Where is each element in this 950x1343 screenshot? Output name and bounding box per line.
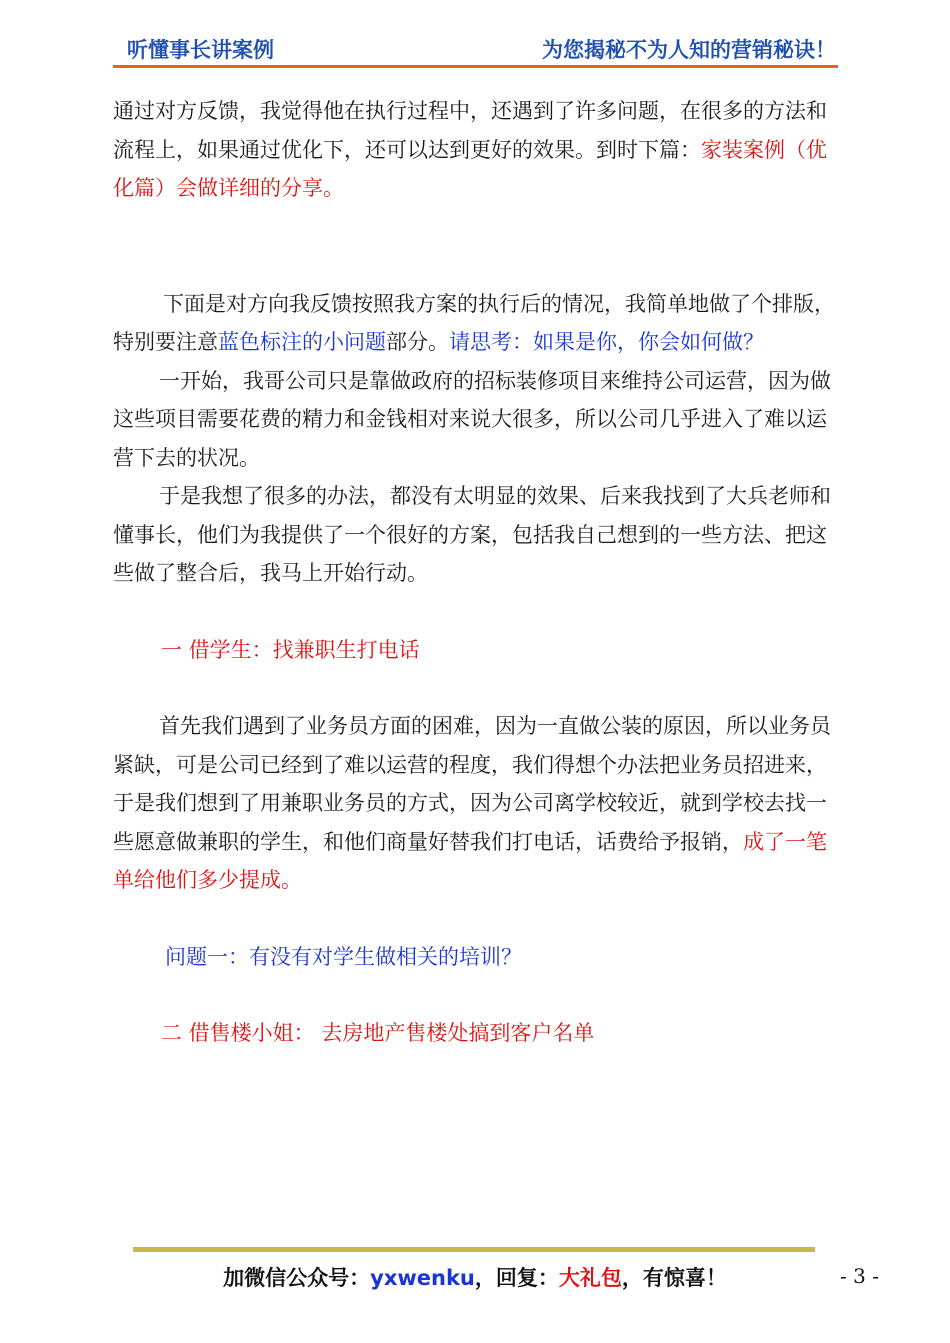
paragraph-students-highlight: 成了一笔单给他们多少提成。: [113, 829, 827, 892]
paragraph-solution: 于是我想了很多的办法，都没有太明显的效果、后来我找到了大兵老师和懂事长，他们为我提供了一个很好的方案，包括我自己想到的一些方法、把这些做了整合后，我马上开始行动。: [113, 484, 831, 585]
section-heading-students: 一 借学生：找兼职生打电话: [161, 637, 420, 662]
paragraph-intro-blue-note: 蓝色标注的小问题: [218, 330, 386, 354]
question-one: 问题一：有没有对学生做相关的培训？: [165, 944, 522, 969]
blank-space: [113, 976, 835, 1014]
paragraph-intro-question: 请思考：如果是你，你会如何做？: [449, 330, 764, 354]
page-number: - 3 -: [840, 1264, 879, 1288]
page-header: [113, 32, 838, 66]
footer-divider: [133, 1247, 815, 1252]
footer-promo: [0, 1262, 950, 1292]
paragraph-students-text: 首先我们遇到了业务员方面的困难，因为一直做公装的原因，所以业务员紧缺，可是公司已经到了难以运营的程度，我们得想个办法把业务员招进来，于是我们想到了用兼职业务员的方式，因为公司离学校较近，就到学校去找一些愿意做兼职的学生，和他们商量好替我们打电话，话费给予报销，: [113, 714, 831, 854]
header-right-title: 为您揭秘不为人知的营销秘诀！: [542, 38, 836, 62]
paragraph-background: 一开始，我哥公司只是靠做政府的招标装修项目来维持公司运营，因为做这些项目需要花费的精力和金钱相对来说大很多，所以公司几乎进入了难以运营下去的状况。: [113, 368, 831, 470]
header-left-title: 听懂事长讲案例: [127, 38, 274, 62]
section-heading-sales-office: 二 借售楼小姐： 去房地产售楼处搞到客户名单: [161, 1021, 595, 1045]
paragraph-intro-text-b: 部分。: [386, 330, 449, 354]
blank-space: [113, 208, 835, 285]
document-body: [113, 92, 835, 1053]
paragraph-intro: [113, 285, 835, 362]
blank-space: [113, 593, 835, 631]
paragraph-students: [113, 707, 835, 900]
footer-gift: 大礼包: [558, 1266, 622, 1290]
blank-space: [113, 669, 835, 707]
paragraph-intro-text-a: 下面是对方向我反馈按照我方案的执行后的情况，我简单地做了个排版，特别要注意: [113, 291, 835, 354]
footer-account: yxwenku: [370, 1266, 475, 1290]
footer-prefix: 加微信公众号：: [223, 1266, 371, 1290]
footer-suffix: ，有惊喜！: [621, 1266, 727, 1290]
paragraph-feedback-highlight: 家装案例（优化篇）会做详细的分享。: [113, 137, 827, 200]
paragraph-feedback-text: 通过对方反馈，我觉得他在执行过程中，还遇到了许多问题，在很多的方法和流程上，如果通过优化下，还可以达到更好的效果。到时下篇：: [113, 99, 827, 162]
header-divider: [113, 65, 838, 68]
paragraph-feedback: [113, 92, 835, 208]
blank-space: [113, 900, 835, 938]
footer-middle: ，回复：: [474, 1266, 559, 1290]
